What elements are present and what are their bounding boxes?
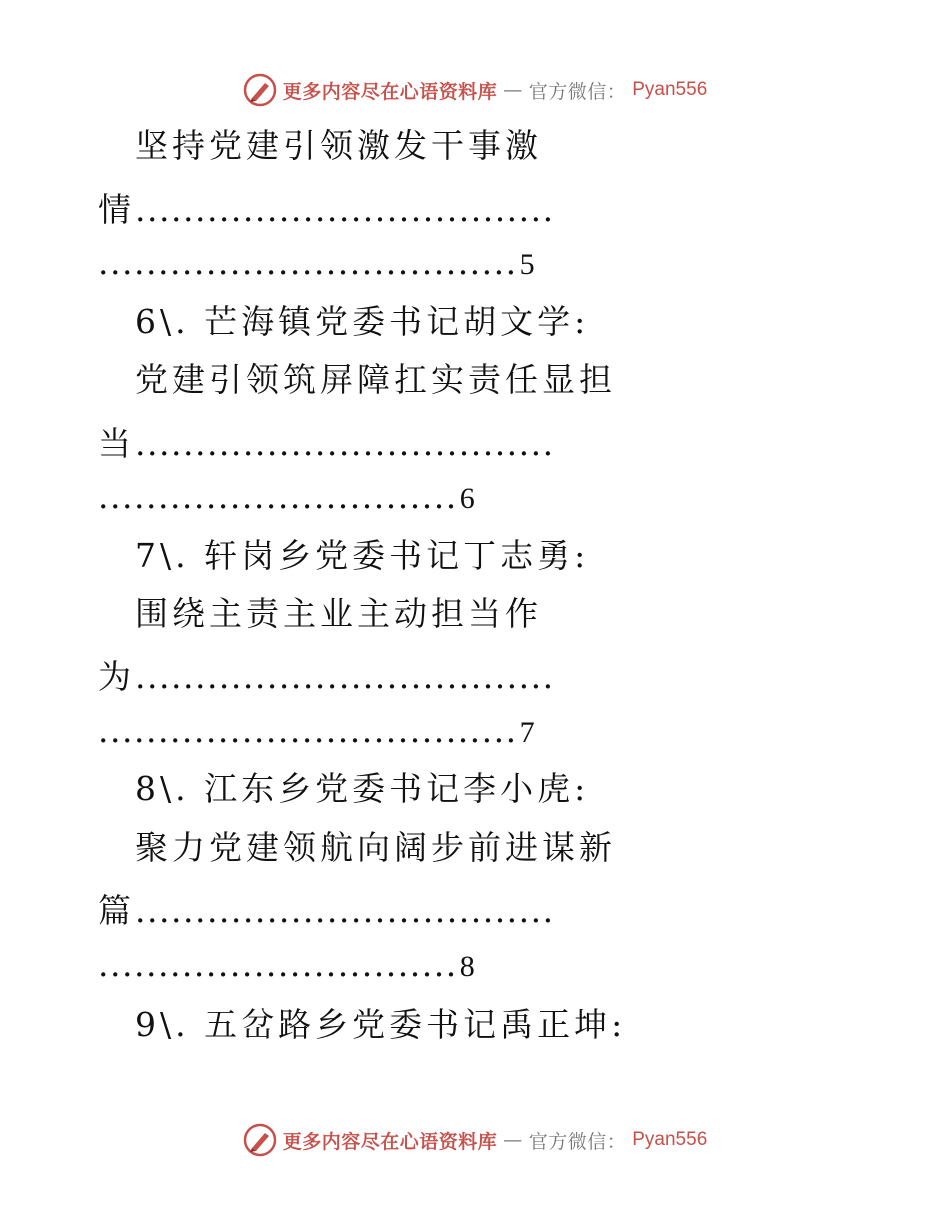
pen-logo-icon bbox=[243, 73, 277, 107]
toc-entry-last-char: 为 bbox=[98, 657, 135, 696]
toc-leader-dots: ................................... bbox=[135, 190, 555, 229]
toc-leader-dots: ................................... bbox=[135, 657, 555, 696]
toc-entry-title: 党建引领筑屏障扛实责任显担 bbox=[135, 360, 616, 399]
toc-leader-dots: .............................. bbox=[98, 945, 458, 984]
watermark-wechat-id: Pyan556 bbox=[632, 1129, 708, 1150]
toc-page-number: 6 bbox=[459, 482, 475, 515]
watermark-official-label: 官方微信： bbox=[528, 80, 627, 103]
toc-entry-number-line: 9\. 五岔路乡党委书记禹正坤: bbox=[135, 1005, 627, 1044]
toc-page-number: 7 bbox=[519, 716, 535, 749]
watermark-wechat-id: Pyan556 bbox=[632, 79, 708, 100]
toc-entry-leader-line bbox=[98, 243, 535, 285]
toc-entry-leader-line bbox=[98, 711, 535, 753]
toc-entry-leader bbox=[98, 891, 843, 931]
toc-entry-last-char: 篇 bbox=[98, 891, 135, 930]
toc-entry-leader bbox=[98, 190, 843, 230]
toc-entry-title: 坚持党建引领激发干事激 bbox=[135, 126, 542, 165]
watermark-dash: — bbox=[503, 79, 523, 101]
toc-entry-leader bbox=[98, 657, 843, 697]
toc-leader-dots: ................................... bbox=[135, 891, 555, 930]
toc-leader-dots: ................................... bbox=[98, 711, 518, 750]
toc-entry-number-line: 7\. 轩岗乡党委书记丁志勇: bbox=[135, 536, 590, 575]
toc-entry-number-line: 6\. 芒海镇党委书记胡文学: bbox=[135, 302, 590, 341]
watermark-dash: — bbox=[503, 1129, 523, 1151]
toc-entry-last-char: 情 bbox=[98, 190, 135, 229]
toc-entry-number-line: 8\. 江东乡党委书记李小虎: bbox=[135, 769, 590, 808]
toc-leader-dots: ................................... bbox=[98, 243, 518, 282]
toc-entry-title: 聚力党建领航向阔步前进谋新 bbox=[135, 828, 616, 867]
footer-watermark bbox=[0, 1120, 950, 1160]
header-watermark bbox=[0, 70, 950, 110]
toc-entry-leader bbox=[98, 424, 843, 464]
watermark-official-label: 官方微信： bbox=[528, 1130, 627, 1153]
toc-entry-last-char: 当 bbox=[98, 424, 135, 463]
toc-entry-title: 围绕主责主业主动担当作 bbox=[135, 594, 542, 633]
toc-entry-leader-line bbox=[98, 945, 475, 987]
toc-leader-dots: ................................... bbox=[135, 424, 555, 463]
watermark-brand-text: 更多内容尽在心语资料库 bbox=[282, 80, 498, 103]
toc-entry-leader-line bbox=[98, 477, 475, 519]
toc-page-number: 5 bbox=[519, 248, 535, 281]
watermark-brand-text: 更多内容尽在心语资料库 bbox=[282, 1130, 498, 1153]
toc-leader-dots: .............................. bbox=[98, 477, 458, 516]
pen-logo-icon bbox=[243, 1123, 277, 1157]
toc-page-number: 8 bbox=[459, 950, 475, 983]
